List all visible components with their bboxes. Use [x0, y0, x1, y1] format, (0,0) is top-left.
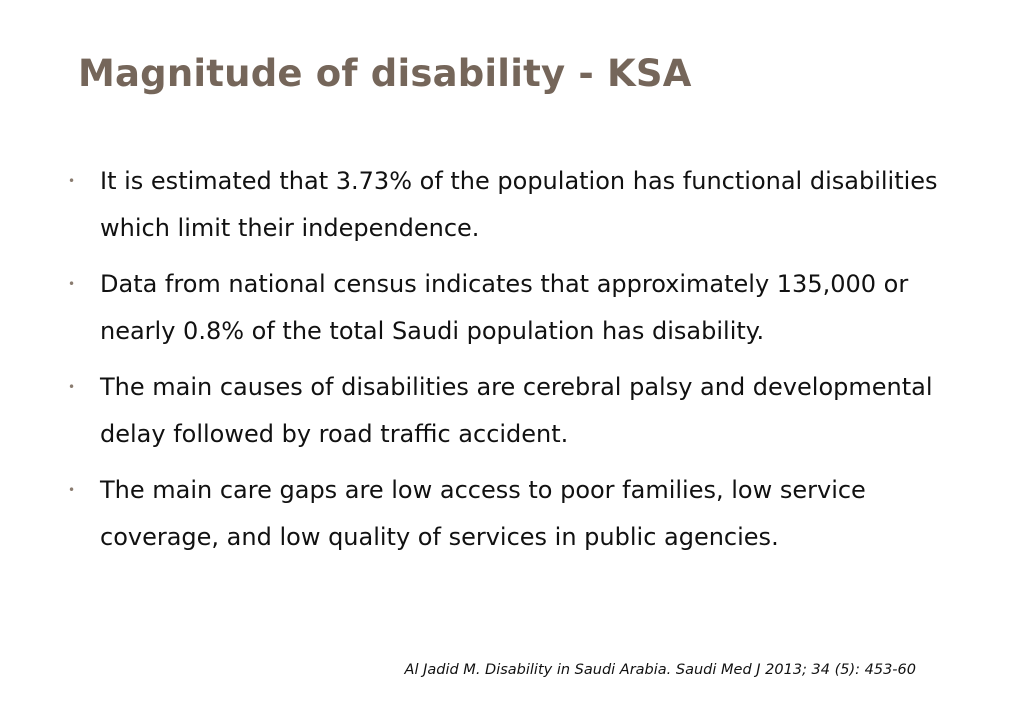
- bullet-dot-icon: •: [68, 380, 76, 394]
- bullet-dot-icon: •: [68, 277, 76, 291]
- bullet-item: [60, 364, 980, 458]
- bullet-text: Data from national census indicates that approximately 135,000 or nearly 0.8% of the total Saudi population has disability.: [100, 270, 909, 345]
- slide-title: Magnitude of disability - KSA: [78, 52, 692, 95]
- bullet-item: [60, 261, 980, 355]
- bullet-text: The main causes of disabilities are cerebral palsy and developmental delay followed by road traffic accident.: [100, 373, 933, 448]
- bullet-dot-icon: •: [68, 174, 76, 188]
- bullet-list: [60, 158, 980, 570]
- bullet-dot-icon: •: [68, 483, 76, 497]
- bullet-item: [60, 158, 980, 252]
- bullet-text: It is estimated that 3.73% of the population has functional disabilities which limit their independence.: [100, 167, 938, 242]
- bullet-text: The main care gaps are low access to poor families, low service coverage, and low quality of services in public agencies.: [100, 476, 866, 551]
- bullet-item: [60, 467, 980, 561]
- citation: Al Jadid M. Disability in Saudi Arabia. Saudi Med J 2013; 34 (5): 453-60: [404, 662, 916, 678]
